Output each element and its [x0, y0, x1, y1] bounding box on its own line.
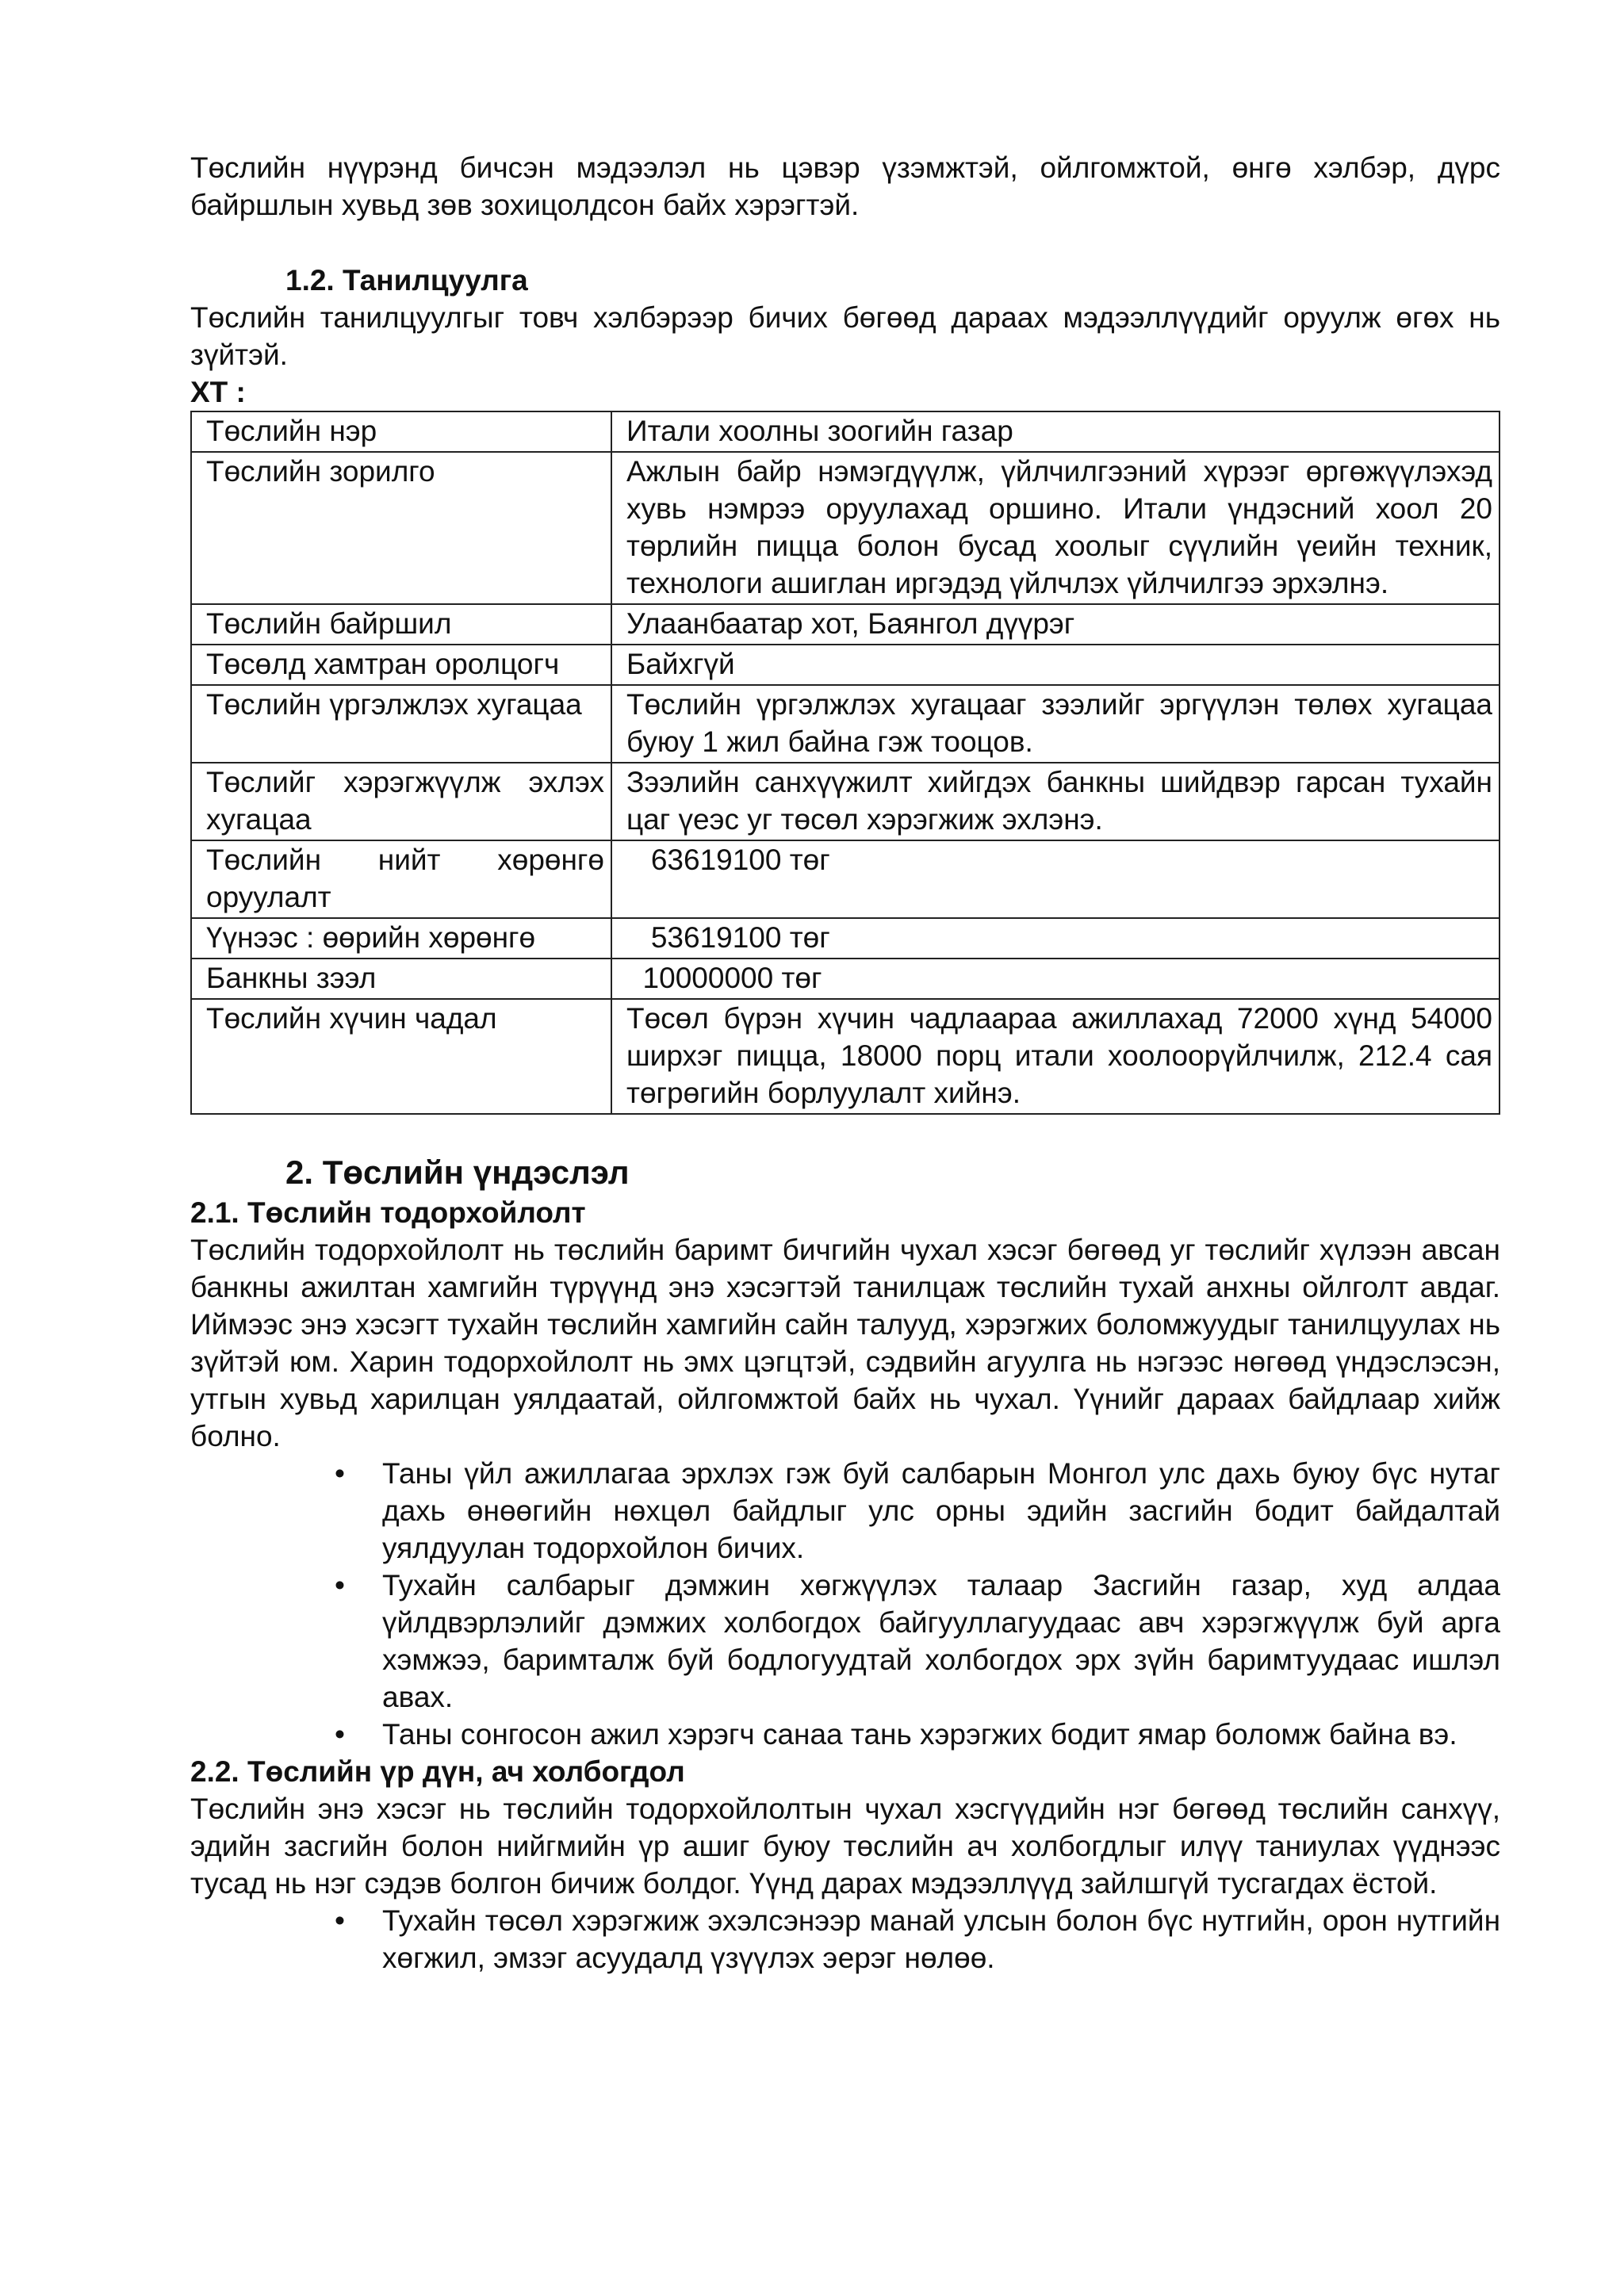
section-1-2-text: Төслийн танилцуулгыг товч хэлбэрээр бичих бөгөөд дараах мэдээллүүдийг оруулж өгөх нь зүйтэй.	[190, 301, 1500, 371]
xt-label: ХТ :	[190, 376, 246, 408]
section-2-2-bullets	[190, 1902, 1500, 1976]
intro-paragraph: Төслийн нүүрэнд бичсэн мэдээлэл нь цэвэр үзэмжтэй, ойлгомжтой, өнгө хэлбэр, дүрс байршлын хувьд зөв зохицолдсон байх хэрэгтэй.	[190, 151, 1500, 221]
section-heading-1-2: 1.2. Танилцуулга	[285, 264, 528, 297]
section-heading-2: 2. Төслийн үндэслэл	[285, 1154, 630, 1191]
section-heading-2-1: 2.1. Төслийн тодорхойлолт	[190, 1196, 586, 1229]
bullet-icon: •	[335, 1569, 345, 1601]
table-row	[191, 999, 1500, 1114]
table-key: Төслийн үргэлжлэх хугацаа	[191, 685, 611, 763]
section-2-2-text: Төслийн энэ хэсэг нь төслийн тодорхойлолтын чухал хэсгүүдийн нэг бөгөөд төслийн санхүү, эдийн засгийн болон нийгмийн үр ашиг буюу төслийн ач холбогдлыг илүү таниулах үүднээс тусад нь нэг сэдэв болгон бичиж болдог. Үүнд дарах мэдээллүүд зайлшгүй тусгагдах ёстой.	[190, 1793, 1500, 1900]
list-item-text: Таны үйл ажиллагаа эрхлэх гэж буй салбарын Монгол улс дахь буюу бүс нутаг дахь өнөөгийн нөхцөл байдлыг улс орны эдийн засгийн бодит байдалтай уялдуулан тодорхойлон бичих.	[382, 1457, 1500, 1564]
list-item	[190, 1455, 1500, 1567]
table-value: Итали хоолны зоогийн газар	[611, 411, 1500, 452]
table-key: Төслийн нийт хөрөнгө оруулалт	[191, 840, 611, 918]
table-row	[191, 840, 1500, 918]
document-page	[190, 149, 1500, 1976]
table-key: Төслийн байршил	[191, 604, 611, 645]
table-row	[191, 452, 1500, 604]
table-value: 53619100 төг	[611, 918, 1500, 959]
list-item-text: Тухайн төсөл хэрэгжиж эхэлсэнээр манай улсын болон бүс нутгийн, орон нутгийн хөгжил, эмзэг асуудалд үзүүлэх эерэг нөлөө.	[382, 1904, 1500, 1974]
table-key: Төслийн зорилго	[191, 452, 611, 604]
table-value: 63619100 төг	[611, 840, 1500, 918]
table-row	[191, 763, 1500, 840]
section-2-1-text: Төслийн тодорхойлолт нь төслийн баримт бичгийн чухал хэсэг бөгөөд уг төслийг хүлээн авсан банкны ажилтан хамгийн түрүүнд энэ хэсэгтэй танилцаж төслийн тухай анхны ойлголт авдаг. Иймээс энэ хэсэгт тухайн төслийн хамгийн сайн талууд, хэрэгжих боломжуудыг танилцуулах нь зүйтэй юм. Харин тодорхойлолт нь эмх цэгцтэй, сэдвийн агуулга нь нэгээс нөгөөд үндэслэсэн, утгын хувьд харилцан уялдаатай, ойлгомжтой байх нь чухал. Үүнийг дараах байдлаар хийж болно.	[190, 1234, 1500, 1452]
table-value: Зээлийн санхүүжилт хийгдэх банкны шийдвэр гарсан тухайн цаг үеэс уг төсөл хэрэгжиж эхлэнэ.	[611, 763, 1500, 840]
list-item	[190, 1716, 1500, 1753]
bullet-icon: •	[335, 1718, 345, 1751]
table-key: Төслийн нэр	[191, 411, 611, 452]
table-value: Төсөл бүрэн хүчин чадлаараа ажиллахад 72000 хүнд 54000 ширхэг пицца, 18000 порц итали хоолоорүйлчилж, 212.4 сая төгрөгийн борлуулалт хийнэ.	[611, 999, 1500, 1114]
table-value: Байхгүй	[611, 645, 1500, 685]
table-row	[191, 959, 1500, 999]
list-item	[190, 1567, 1500, 1716]
table-row	[191, 645, 1500, 685]
table-key: Төсөлд хамтран оролцогч	[191, 645, 611, 685]
table-value: Ажлын байр нэмэгдүүлж, үйлчилгээний хүрээг өргөжүүлэхэд хувь нэмрээ оруулахад оршино. Итали үндэсний хоол 20 төрлийн пицца болон бусад хоолыг сүүлийн үеийн техник, технологи ашиглан иргэдэд үйлчлэх үйлчилгээ эрхэлнэ.	[611, 452, 1500, 604]
table-key: Төслийг хэрэгжүүлж эхлэх хугацаа	[191, 763, 611, 840]
table-row	[191, 411, 1500, 452]
table-value: Төслийн үргэлжлэх хугацааг зээлийг эргүүлэн төлөх хугацаа буюу 1 жил байна гэж тооцов.	[611, 685, 1500, 763]
table-row	[191, 604, 1500, 645]
table-value: Улаанбаатар хот, Баянгол дүүрэг	[611, 604, 1500, 645]
project-info-table	[190, 411, 1500, 1115]
table-value: 10000000 төг	[611, 959, 1500, 999]
bullet-icon: •	[335, 1457, 345, 1490]
table-row	[191, 685, 1500, 763]
section-heading-2-2: 2.2. Төслийн үр дүн, ач холбогдол	[190, 1755, 685, 1788]
section-2-1-bullets	[190, 1455, 1500, 1753]
table-key: Банкны зээл	[191, 959, 611, 999]
table-row	[191, 918, 1500, 959]
list-item-text: Таны сонгосон ажил хэрэгч санаа тань хэрэгжих бодит ямар боломж байна вэ.	[382, 1718, 1457, 1751]
bullet-icon: •	[335, 1904, 345, 1937]
table-key: Төслийн хүчин чадал	[191, 999, 611, 1114]
list-item-text: Тухайн салбарыг дэмжин хөгжүүлэх талаар Засгийн газар, худ алдаа үйлдвэрлэлийг дэмжих холбогдох байгууллагуудаас авч хэрэгжүүлж буй арга хэмжээ, баримталж буй бодлогуудтай холбогдох эрх зүйн баримтуудаас ишлэл авах.	[382, 1569, 1500, 1713]
list-item	[190, 1902, 1500, 1976]
table-key: Үүнээс : өөрийн хөрөнгө	[191, 918, 611, 959]
